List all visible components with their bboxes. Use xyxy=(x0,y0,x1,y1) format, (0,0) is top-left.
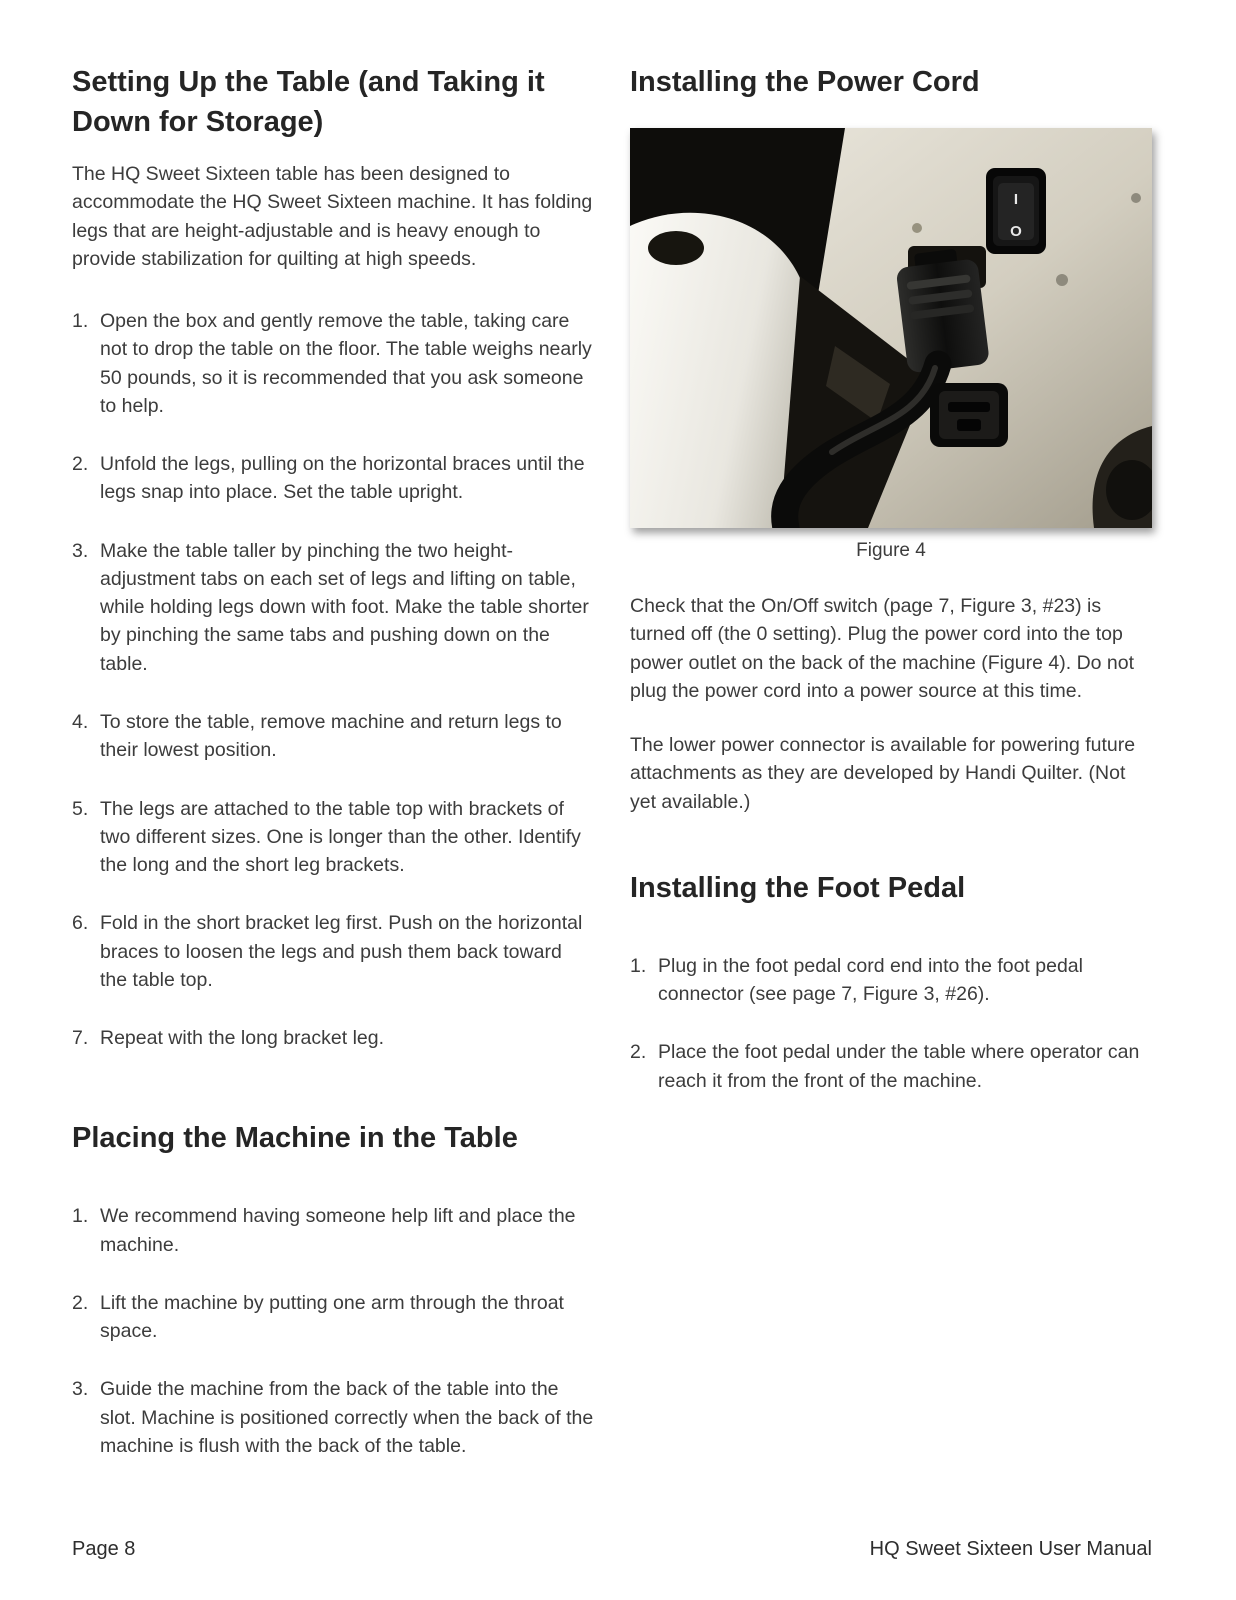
step-number: 3. xyxy=(72,539,89,562)
screw-icon xyxy=(1056,274,1068,286)
step-text: Fold in the short bracket leg first. Push on the horizontal braces to loosen the legs and push them back toward the table top. xyxy=(100,912,583,991)
power-switch xyxy=(986,168,1046,254)
list-item xyxy=(72,307,594,420)
setup-intro-paragraph: The HQ Sweet Sixteen table has been designed to accommodate the HQ Sweet Sixteen machine. It has folding legs that are height-adjustable and is heavy enough to provide stabilization for quilting at high speeds. xyxy=(72,163,593,270)
step-number: 5. xyxy=(72,797,89,820)
right-column xyxy=(630,62,1152,1125)
list-item xyxy=(72,537,594,678)
setup-steps-list xyxy=(72,307,594,1052)
step-number: 4. xyxy=(72,711,89,734)
page-footer xyxy=(72,1538,1152,1561)
step-text: Guide the machine from the back of the table into the slot. Machine is positioned correctly when the back of the machine is flush with the back of the table. xyxy=(100,1378,594,1458)
list-item xyxy=(72,1024,594,1052)
step-number: 1. xyxy=(72,310,89,333)
step-text: Open the box and gently remove the table, taking care not to drop the table on the floor. The table weighs nearly 50 pounds, so it is recommended that you ask someone to help. xyxy=(100,310,592,417)
heading-installing-foot-pedal: Installing the Foot Pedal xyxy=(630,871,966,904)
figure-4-photo xyxy=(630,128,1152,528)
list-item xyxy=(72,1202,594,1259)
power-paragraph-1: Check that the On/Off switch (page 7, Figure 3, #23) is turned off (the 0 setting). Plug the power cord into the top power outlet on the back of the machine (Figure 4). Do not plug the power cord into a power source at this time. xyxy=(630,595,1135,702)
step-text: Plug in the foot pedal cord end into the foot pedal connector (see page 7, Figure 3, #26). xyxy=(658,954,1083,1006)
list-item xyxy=(72,795,594,880)
switch-off-label: O xyxy=(1010,223,1022,241)
list-item xyxy=(72,708,594,765)
step-number: 7. xyxy=(72,1027,89,1050)
figure-caption: Figure 4 xyxy=(856,540,926,562)
step-number: 6. xyxy=(72,912,89,935)
step-text: Place the foot pedal under the table where operator can reach it from the front of the machine. xyxy=(658,1041,1140,1092)
step-text: Make the table taller by pinching the two height-adjustment tabs on each set of legs and lifting on table, while holding legs down with foot. Make the table shorter by pinching the same tabs and pushing down on the table. xyxy=(100,539,589,675)
step-text: Repeat with the long bracket leg. xyxy=(100,1027,385,1050)
list-item xyxy=(630,952,1152,1009)
left-column xyxy=(72,62,594,1490)
lower-power-connector xyxy=(930,383,1008,447)
step-number: 3. xyxy=(72,1378,89,1401)
power-paragraph-2: The lower power connector is available for powering future attachments as they are developed by Handi Quilter. (Not yet available.) xyxy=(630,734,1136,813)
heading-placing-machine: Placing the Machine in the Table xyxy=(72,1122,518,1155)
list-item xyxy=(72,450,594,507)
pedal-steps-list xyxy=(630,952,1152,1095)
page-number: Page 8 xyxy=(72,1538,136,1560)
list-item xyxy=(72,909,594,994)
placing-steps-list xyxy=(72,1202,594,1460)
heading-installing-power-cord: Installing the Power Cord xyxy=(630,66,980,98)
step-number: 2. xyxy=(630,1041,647,1064)
heading-setting-up-table: Setting Up the Table (and Taking it Down for Storage) xyxy=(72,66,545,139)
switch-on-label: I xyxy=(1013,191,1019,209)
step-number: 2. xyxy=(72,453,89,476)
list-item xyxy=(72,1289,594,1346)
body-hole xyxy=(648,231,704,265)
step-number: 1. xyxy=(630,954,647,977)
step-number: 2. xyxy=(72,1291,89,1314)
step-text: Unfold the legs, pulling on the horizontal braces until the legs snap into place. Set the table upright. xyxy=(100,453,585,504)
step-text: To store the table, remove machine and return legs to their lowest position. xyxy=(100,711,562,762)
figure-4-illustration xyxy=(630,128,1152,528)
step-text: Lift the machine by putting one arm through the throat space. xyxy=(100,1291,564,1343)
step-text: We recommend having someone help lift and place the machine. xyxy=(100,1205,576,1256)
screw-icon xyxy=(912,223,922,233)
list-item xyxy=(72,1375,594,1460)
screw-icon xyxy=(1131,193,1141,203)
manual-title: HQ Sweet Sixteen User Manual xyxy=(869,1538,1152,1560)
list-item xyxy=(630,1038,1152,1095)
step-number: 1. xyxy=(72,1205,89,1228)
step-text: The legs are attached to the table top with brackets of two different sizes. One is longer than the other. Identify the long and the short leg brackets. xyxy=(100,797,581,877)
